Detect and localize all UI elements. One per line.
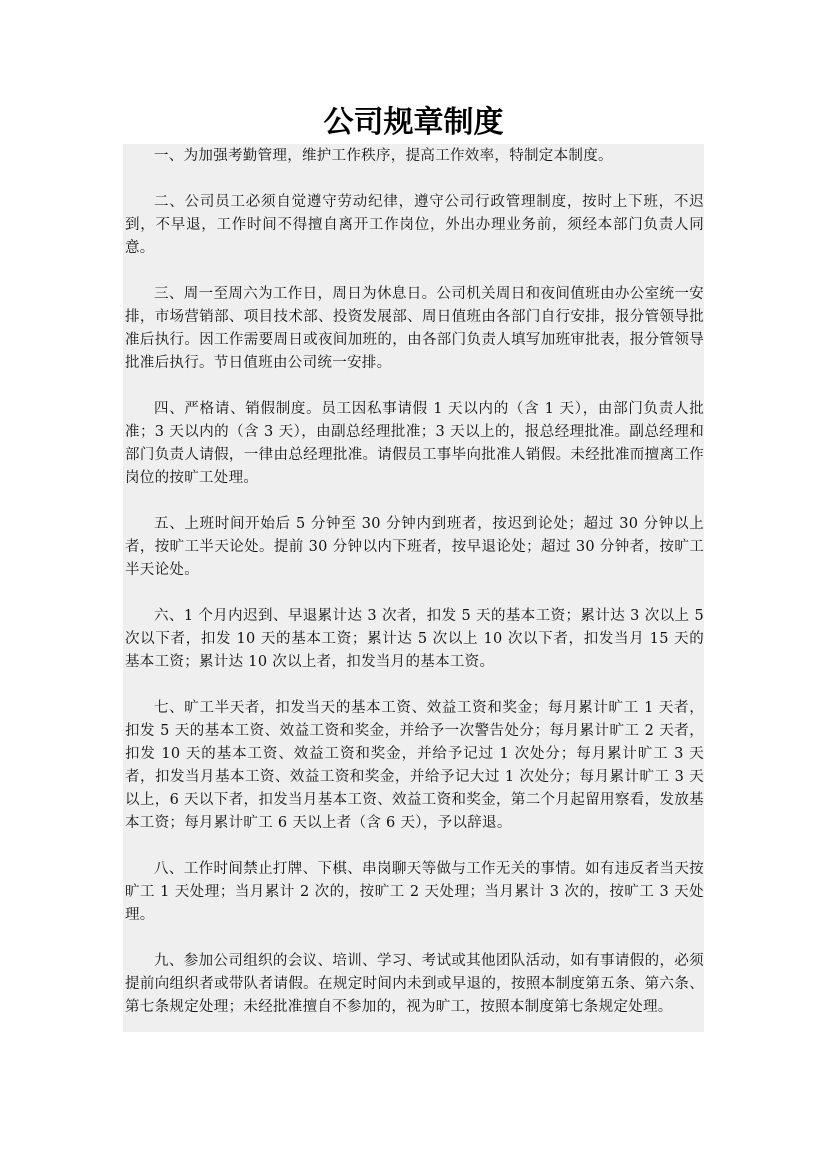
article-4: 四、严格请、销假制度。员工因私事请假 1 天以内的（含 1 天），由部门负责人批准；3 天以内的（含 3 天），由副总经理批准；3 天以上的，报总经理批准。副总经理和部门负责人请假，一律由总经理批准。请假员工事毕向批准人销假。未经批准而擅离工作岗位的按旷工处理。 [125, 401, 704, 486]
document-title: 公司规章制度 [323, 105, 504, 140]
article-1: 一、为加强考勤管理，维护工作秩序，提高工作效率，特制定本制度。 [154, 148, 613, 164]
article-2: 二、公司员工必须自觉遵守劳动纪律，遵守公司行政管理制度，按时上下班，不迟到，不早退，工作时间不得擅自离开工作岗位，外出办理业务前，须经本部门负责人同意。 [125, 194, 704, 256]
article-5: 五、上班时间开始后 5 分钟至 30 分钟内到班者，按迟到论处；超过 30 分钟以上者，按旷工半天论处。提前 30 分钟以内下班者，按早退论处；超过 30 分钟者，按旷工半天论处。 [125, 516, 704, 578]
regulations-body [123, 144, 704, 1032]
article-6: 六、1 个月内迟到、早退累计达 3 次者，扣发 5 天的基本工资；累计达 3 次以上 5 次以下者，扣发 10 天的基本工资；累计达 5 次以上 10 次以下者，扣发当月 15 天的基本工资；累计达 10 次以上者，扣发当月的基本工资。 [125, 608, 704, 670]
article-3: 三、周一至周六为工作日，周日为休息日。公司机关周日和夜间值班由办公室统一安排，市场营销部、项目技术部、投资发展部、周日值班由各部门自行安排，报分管领导批准后执行。因工作需要周日或夜间加班的，由各部门负责人填写加班审批表，报分管领导批准后执行。节日值班由公司统一安排。 [125, 286, 704, 371]
article-7: 七、旷工半天者，扣发当天的基本工资、效益工资和奖金；每月累计旷工 1 天者，扣发 5 天的基本工资、效益工资和奖金，并给予一次警告处分；每月累计旷工 2 天者，扣发 10 天的基本工资、效益工资和奖金，并给予记过 1 次处分；每月累计旷工 3 天者，扣发当月基本工资、效益工资和奖金，并给予记大过 1 次处分；每月累计旷工 3 天以上，6 天以下者，扣发当月基本工资、效益工资和奖金，第二个月起留用察看，发放基本工资；每月累计旷工 6 天以上者（含 6 天），予以辞退。 [125, 700, 704, 831]
article-9: 九、参加公司组织的会议、培训、学习、考试或其他团队活动，如有事请假的，必须提前向组织者或带队者请假。在规定时间内未到或早退的，按照本制度第五条、第六条、第七条规定处理；未经批准擅自不参加的，视为旷工，按照本制度第七条规定处理。 [125, 953, 704, 1015]
article-8: 八、工作时间禁止打牌、下棋、串岗聊天等做与工作无关的事情。如有违反者当天按旷工 1 天处理；当月累计 2 次的，按旷工 2 天处理；当月累计 3 次的，按旷工 3 天处理。 [125, 861, 704, 923]
